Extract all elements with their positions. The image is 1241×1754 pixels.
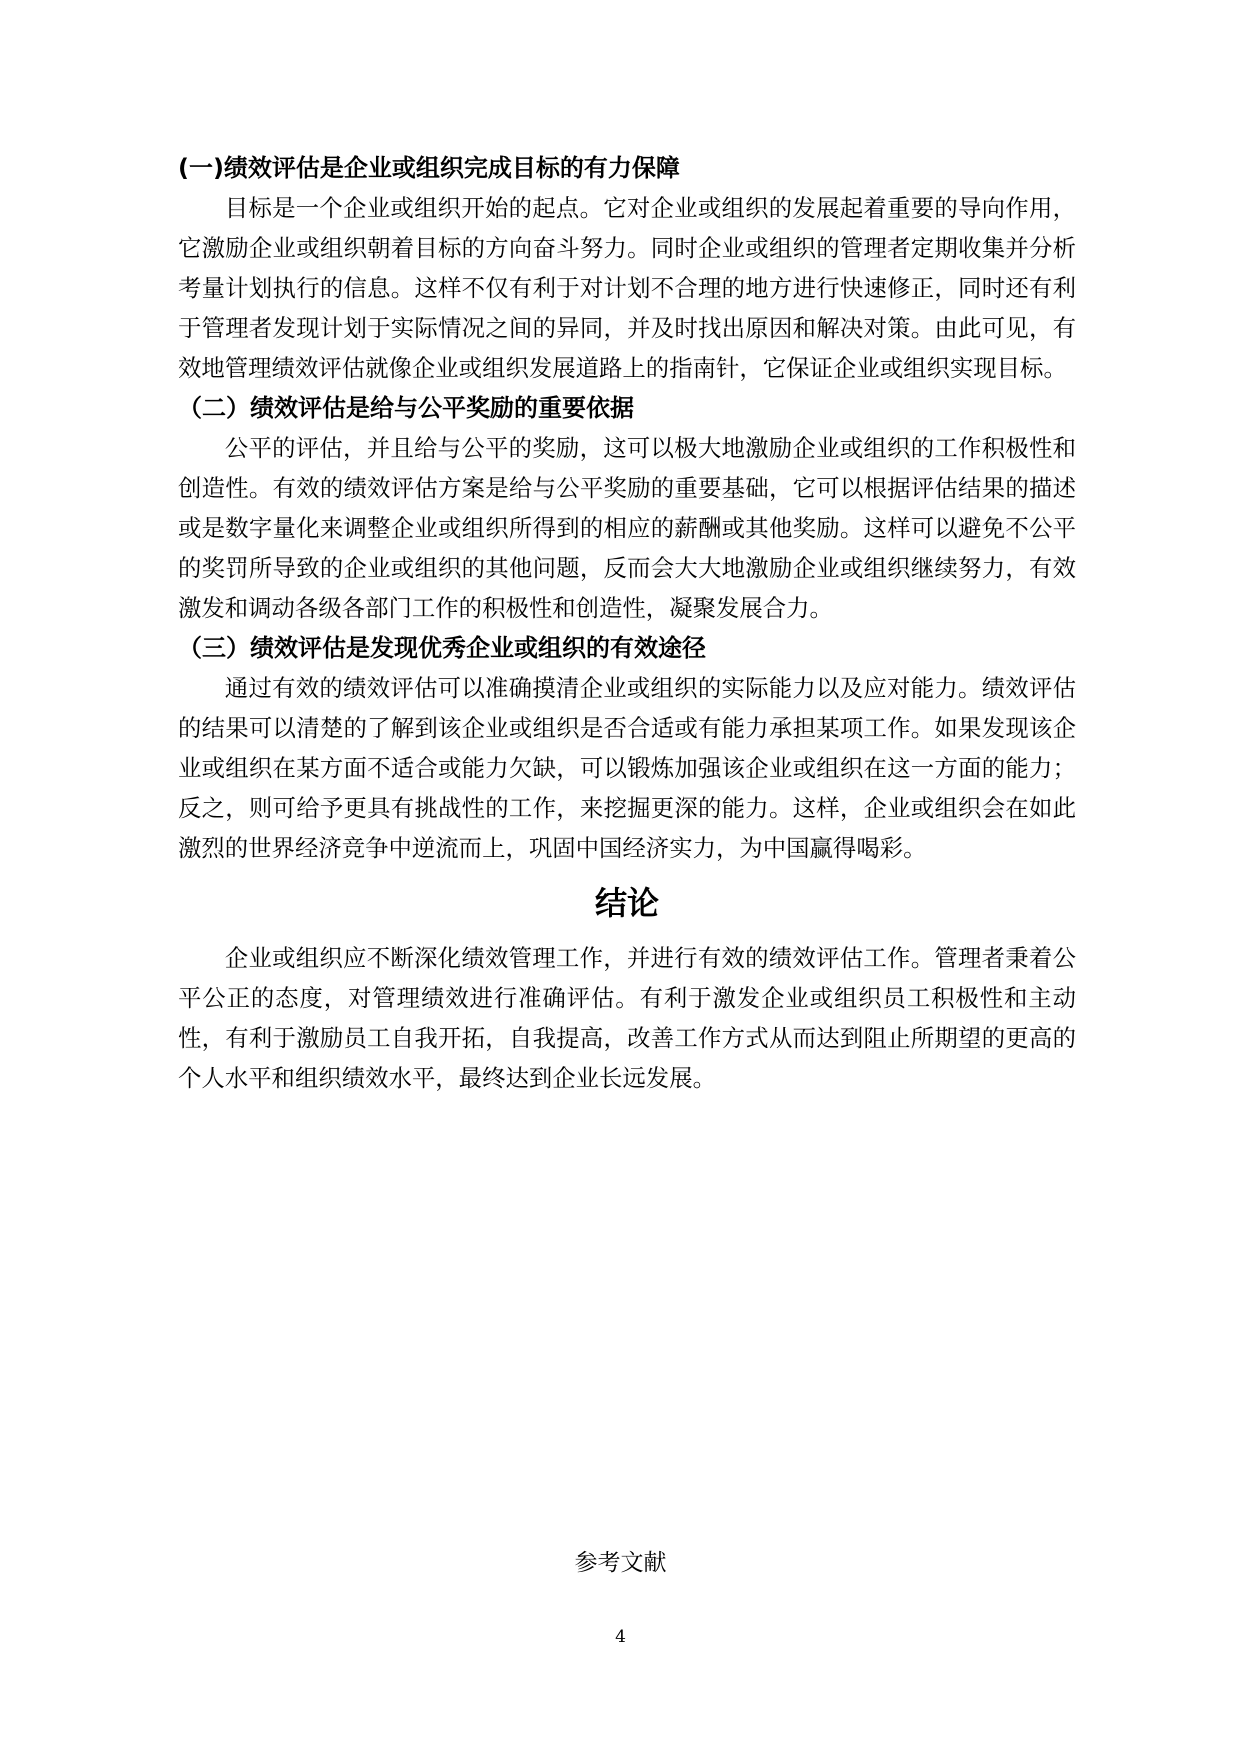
section-2-heading: （二）绩效评估是给与公平奖励的重要依据 (178, 394, 634, 422)
section-1-paragraph: 目标是一个企业或组织开始的起点。它对企业或组织的发展起着重要的导向作用，它激励企业或组织朝着目标的方向奋斗努力。同时企业或组织的管理者定期收集并分析考量计划执行的信息。这样不仅有利于对计划不合理的地方进行快速修正，同时还有利于管理者发现计划于实际情况之间的异同，并及时找出原因和解决对策。由此可见，有效地管理绩效评估就像企业或组织发展道路上的指南针，它保证企业或组织实现目标。 (178, 194, 1076, 382)
conclusion-title: 结论 (594, 884, 659, 922)
references-title: 参考文献 (574, 1550, 667, 1576)
document-body (178, 148, 1076, 1098)
section-3-paragraph: 通过有效的绩效评估可以准确摸清企业或组织的实际能力以及应对能力。绩效评估的结果可以清楚的了解到该企业或组织是否合适或有能力承担某项工作。如果发现该企业或组织在某方面不适合或能力欠缺，可以锻炼加强该企业或组织在这一方面的能力；反之，则可给予更具有挑战性的工作，来挖掘更深的能力。这样，企业或组织会在如此激烈的世界经济竞争中逆流而上，巩固中国经济实力，为中国赢得喝彩。 (178, 674, 1076, 862)
page-number: 4 (615, 1627, 626, 1647)
section-1-heading: (一)绩效评估是企业或组织完成目标的有力保障 (178, 154, 680, 182)
conclusion-paragraph: 企业或组织应不断深化绩效管理工作，并进行有效的绩效评估工作。管理者秉着公平公正的态度，对管理绩效进行准确评估。有利于激发企业或组织员工积极性和主动性，有利于激励员工自我开拓，自我提高，改善工作方式从而达到阻止所期望的更高的个人水平和组织绩效水平，最终达到企业长远发展。 (178, 944, 1076, 1092)
section-2-paragraph: 公平的评估，并且给与公平的奖励，这可以极大地激励企业或组织的工作积极性和创造性。有效的绩效评估方案是给与公平奖励的重要基础，它可以根据评估结果的描述或是数字量化来调整企业或组织所得到的相应的薪酬或其他奖励。这样可以避免不公平的奖罚所导致的企业或组织的其他问题，反而会大大地激励企业或组织继续努力，有效激发和调动各级各部门工作的积极性和创造性，凝聚发展合力。 (178, 434, 1076, 622)
section-3-heading: （三）绩效评估是发现优秀企业或组织的有效途径 (178, 634, 706, 662)
